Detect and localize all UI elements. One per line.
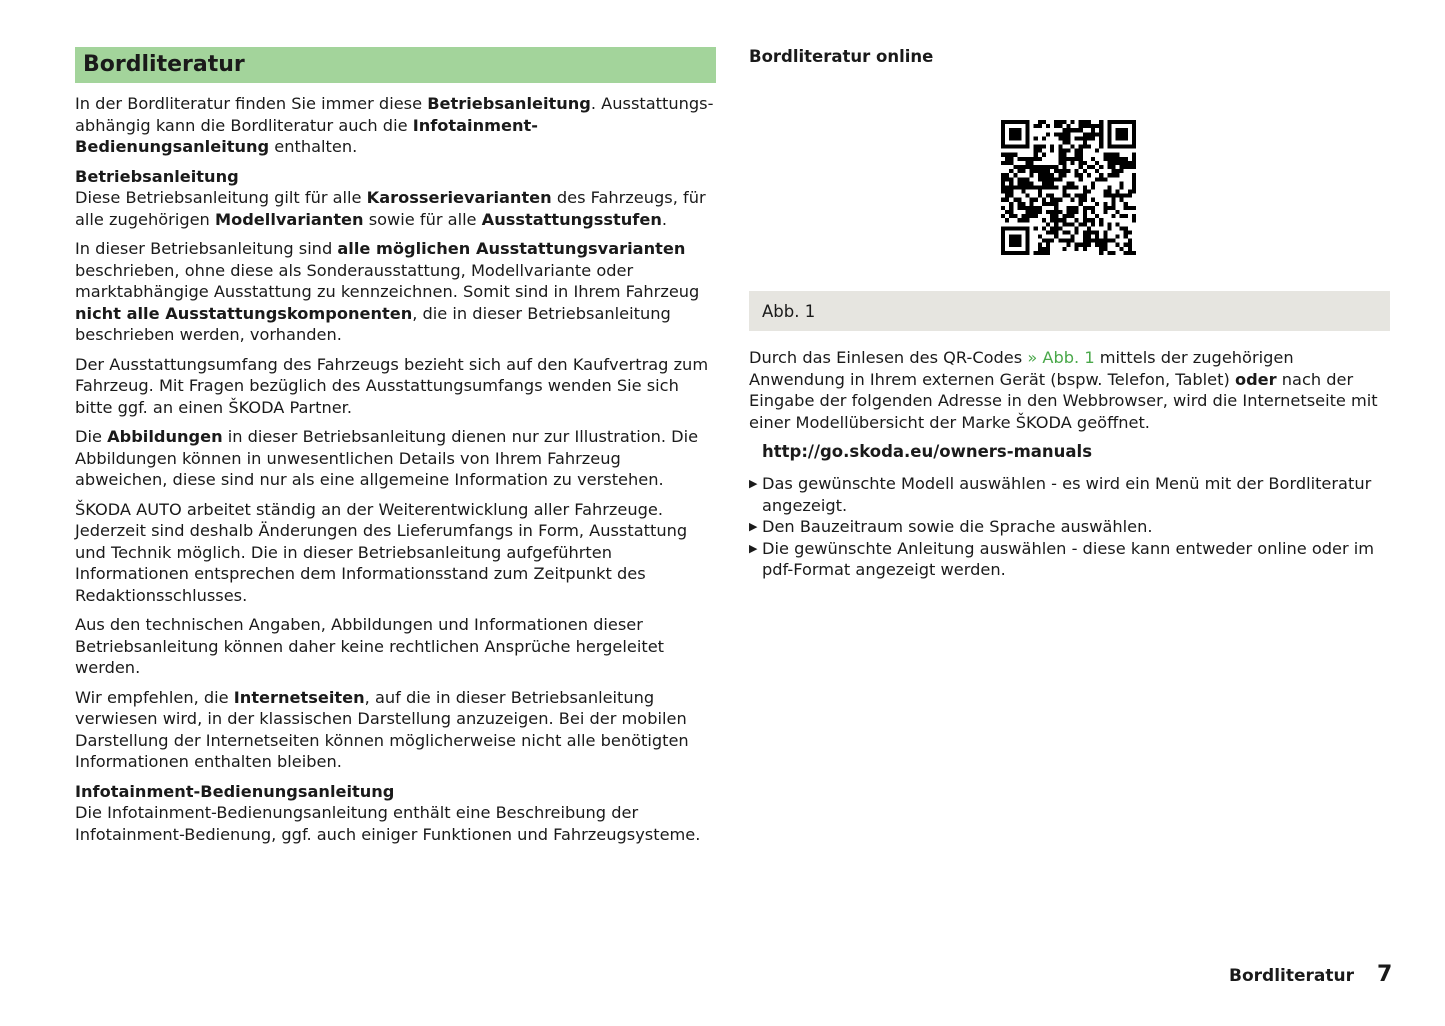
varianten-paragraph [75,238,716,346]
text-run: , auf die in dieser Betriebsanleitung verwiesen wird, in der klassischen Darstellung anzuzeigen. Bei der mobilen Darstellung der Internetseiten können möglicherweise nicht alle benötigten Informationen enthalten bleiben. [75,687,689,771]
bold-term: nicht alle Ausstattungskomponenten [75,303,413,323]
step-arrow-icon: ▶ [749,520,758,533]
bold-term: Infotainment-Bedienungsanleitung [75,115,538,156]
bold-term: Karosserievarianten [366,188,552,207]
figure [749,70,1390,291]
text-run: sowie für alle [363,209,482,229]
section-title: Bordliteratur [75,47,716,83]
qr-code-image [1001,120,1136,255]
text-run: Aus den technischen Angaben, Abbildungen und Informationen dieser Betriebsanleitung können daher keine rechtlichen Ansprüche hergeleitet werden. [75,615,665,677]
text-run: . Ausstattungsabhängig kann die Bordliteratur auch die [75,94,714,135]
bold-term: Modellvarianten [214,209,364,229]
betriebsanleitung-text [75,188,706,229]
step-arrow-icon: ▶ [749,477,758,490]
bold-term: Betriebsanleitung [427,94,591,113]
page-number: 7 [1377,962,1393,987]
text-run: Durch das Einlesen des QR-Codes [749,348,1028,367]
internet-paragraph [75,687,716,773]
step-item [749,538,1390,581]
step-text: Die gewünschte Anleitung auswählen - diese kann entweder online oder im pdf-Format angezeigt werden. [762,538,1375,579]
ansprueche-paragraph [75,614,716,679]
figure-caption: Abb. 1 [749,291,1390,331]
text-run: , die in dieser Betriebsanleitung beschrieben werden, vorhanden. [75,303,671,344]
step-arrow-icon: ▶ [749,541,758,555]
text-run: Der Ausstattungsumfang des Fahrzeugs bezieht sich auf den Kaufvertrag zum Fahrzeug. Mit Fragen bezüglich des Ausstattungsumfangs wenden Sie sich bitte ggf. an einen ŠKODA Partner. [75,354,709,417]
weiterentwicklung-paragraph [75,499,716,607]
text-run: beschrieben, ohne diese als Sonderausstattung, Modellvariante oder marktabhängige Ausstattung zu kennzeichnen. Somit sind in Ihrem Fahrzeug [75,260,700,301]
footer-section-label: Bordliteratur [1229,966,1354,986]
bold-term: Abbildungen [107,427,223,446]
bold-term: alle möglichen Ausstattungsvarianten [337,239,686,258]
text-run: In dieser Betriebsanleitung sind [75,239,338,258]
text-run: ŠKODA AUTO arbeitet ständig an der Weiterentwicklung aller Fahrzeuge. Jederzeit sind deshalb Änderungen des Lieferumfangs in Form, Ausstattung und Technik möglich. Die in dieser Betriebsanleitung aufgeführten Informationen entsprechen dem Informationsstand zum Zeitpunkt des Redaktionsschlusses. [75,499,688,605]
bold-term: oder [1234,369,1277,389]
intro-paragraph [75,93,716,158]
text-run: des Fahrzeugs, für alle zugehörigen [75,188,706,229]
text-run: Die Infotainment-Bedienungsanleitung enthält eine Beschreibung der Infotainment-Bedienung, ggf. auch einiger Funktionen und Fahrzeugsysteme. [75,803,701,844]
text-run: . [661,209,668,229]
step-item [749,516,1390,538]
steps-list [749,473,1390,581]
text-run: Die [75,427,108,446]
text-run: nach der Eingabe der folgenden Adresse in den Webbrowser, wird die Internetseite mit einer Modellübersicht der Marke ŠKODA geöffnet. [749,369,1378,432]
bold-term: Internetseiten [233,687,365,707]
step-item [749,473,1390,516]
infotainment-section [75,781,716,846]
betriebsanleitung-heading: Betriebsanleitung [75,166,239,186]
qr-instructions [749,347,1390,433]
infotainment-text [75,803,700,844]
text-run: enthalten. [269,137,358,156]
text-run: In der Bordliteratur finden Sie immer diese [75,94,428,113]
infotainment-heading: Infotainment-Bedienungsanleitung [75,781,395,801]
umfang-paragraph [75,354,716,419]
step-text: Den Bauzeitraum sowie die Sprache auswählen. [762,517,1153,536]
online-heading: Bordliteratur online [749,47,934,66]
left-column [75,47,716,853]
text-run: Wir empfehlen, die [75,687,234,707]
text-run: in dieser Betriebsanleitung dienen nur zur Illustration. Die Abbildungen können in unwesentlichen Details von Ihrem Fahrzeug abweichen, diese sind nur als eine allgemeine Information zu verstehen. [75,427,699,489]
betriebsanleitung-section [75,166,716,231]
owners-manual-url[interactable]: http://go.skoda.eu/owners-manuals [762,442,1093,461]
text-run: Diese Betriebsanleitung gilt für alle [75,188,367,207]
step-text: Das gewünschte Modell auswählen - es wird ein Menü mit der Bordliteratur angezeigt. [762,474,1372,515]
bold-term: Ausstattungsstufen [481,209,662,229]
text-run: mittels der zugehörigen Anwendung in Ihrem externen Gerät (bspw. Telefon, Tablet) [749,348,1294,389]
figure-reference-link[interactable]: » Abb. 1 [1027,348,1095,367]
abbildungen-paragraph [75,426,716,491]
right-column [749,44,1390,581]
